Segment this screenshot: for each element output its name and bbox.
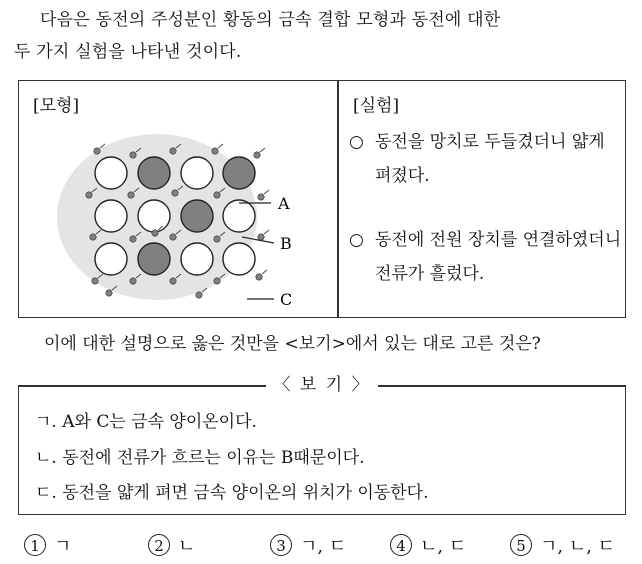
free-electron xyxy=(196,292,202,298)
light-ion xyxy=(223,243,255,275)
free-electron xyxy=(90,234,96,240)
option-text: ㄴ, ㄷ xyxy=(420,536,467,557)
question-text: 이에 대한 설명으로 옳은 것만을 <보기>에서 있는 대로 고른 것은? xyxy=(44,334,541,354)
free-electron xyxy=(214,278,220,284)
free-electron xyxy=(254,152,260,158)
free-electron xyxy=(130,278,136,284)
free-electron xyxy=(258,194,264,200)
option-3[interactable] xyxy=(270,532,346,558)
option-number: 1 xyxy=(24,534,46,556)
free-electron xyxy=(214,236,220,242)
light-ion xyxy=(223,200,255,232)
electron-motion-arrow xyxy=(264,190,269,194)
free-electron xyxy=(170,148,176,154)
option-5[interactable] xyxy=(510,532,615,558)
free-electron xyxy=(128,192,134,198)
label-b: B xyxy=(280,234,292,253)
option-1[interactable] xyxy=(24,532,71,558)
bogi-item-1: ㄱ. A와 C는 금속 양이온이다. xyxy=(35,412,257,432)
free-electron xyxy=(258,234,264,240)
experiment-item-2 xyxy=(349,223,623,291)
dark-ion xyxy=(223,157,255,189)
light-ion xyxy=(95,200,127,232)
electron-motion-arrow xyxy=(262,270,267,274)
free-electron xyxy=(130,152,136,158)
option-4[interactable] xyxy=(390,532,466,558)
electron-motion-arrow xyxy=(264,230,269,234)
bogi-header xyxy=(18,374,626,396)
box-divider xyxy=(337,81,339,317)
option-number: 4 xyxy=(390,534,412,556)
option-text: ㄱ xyxy=(54,536,72,557)
label-a: A xyxy=(278,194,290,213)
option-number: 5 xyxy=(510,534,532,556)
bogi-box xyxy=(18,385,626,515)
free-electron xyxy=(86,192,92,198)
metal-bond-model-diagram xyxy=(49,121,319,306)
experiment-item-2-text: 동전에 전원 장치를 연결하였더니 전류가 흘렀다. xyxy=(375,230,622,284)
free-electron xyxy=(172,190,178,196)
light-ion xyxy=(181,157,213,189)
free-electron xyxy=(212,148,218,154)
experiment-label: [실험] xyxy=(353,96,400,116)
free-electron xyxy=(170,278,176,284)
option-number: 3 xyxy=(270,534,292,556)
model-label: [모형] xyxy=(33,96,80,116)
free-electron xyxy=(94,148,100,154)
intro-line-1: 다음은 동전의 주성분인 황동의 금속 결합 모형과 동전에 대한 xyxy=(40,10,501,30)
light-ion xyxy=(181,243,213,275)
experiment-item-1-text: 동전을 망치로 두들겼더니 얇게 펴졌다. xyxy=(375,132,605,186)
free-electron xyxy=(256,274,262,280)
answer-options xyxy=(24,532,624,558)
option-2[interactable] xyxy=(148,532,195,558)
free-electron xyxy=(106,290,112,296)
label-c: C xyxy=(280,290,293,306)
bogi-rule-right xyxy=(378,385,626,387)
bullet-icon: ○ xyxy=(349,230,364,250)
light-ion xyxy=(95,243,127,275)
option-text: ㄴ xyxy=(178,536,196,557)
dark-ion xyxy=(138,157,170,189)
bogi-rule-left xyxy=(18,385,266,387)
option-number: 2 xyxy=(148,534,170,556)
option-text: ㄱ, ㄷ xyxy=(300,536,347,557)
free-electron xyxy=(170,234,176,240)
dark-ion xyxy=(181,200,213,232)
dark-ion xyxy=(138,243,170,275)
experiment-item-1 xyxy=(349,125,623,193)
intro-text xyxy=(14,4,634,68)
electron-motion-arrow xyxy=(260,148,265,152)
free-electron xyxy=(92,278,98,284)
bogi-item-2: ㄴ. 동전에 전류가 흐르는 이유는 B때문이다. xyxy=(35,448,365,468)
electron-motion-arrow xyxy=(218,144,223,148)
intro-line-2: 두 가지 실험을 나타낸 것이다. xyxy=(14,42,242,62)
free-electron xyxy=(214,192,220,198)
free-electron xyxy=(152,230,158,236)
light-ion xyxy=(95,157,127,189)
bogi-title: 〈 보 기 〉 xyxy=(266,374,378,396)
light-ion xyxy=(138,200,170,232)
content-box xyxy=(18,80,626,318)
bullet-icon: ○ xyxy=(349,132,364,152)
bogi-item-3: ㄷ. 동전을 얇게 펴면 금속 양이온의 위치가 이동한다. xyxy=(35,483,429,503)
option-text: ㄱ, ㄴ, ㄷ xyxy=(540,536,616,557)
free-electron xyxy=(130,236,136,242)
